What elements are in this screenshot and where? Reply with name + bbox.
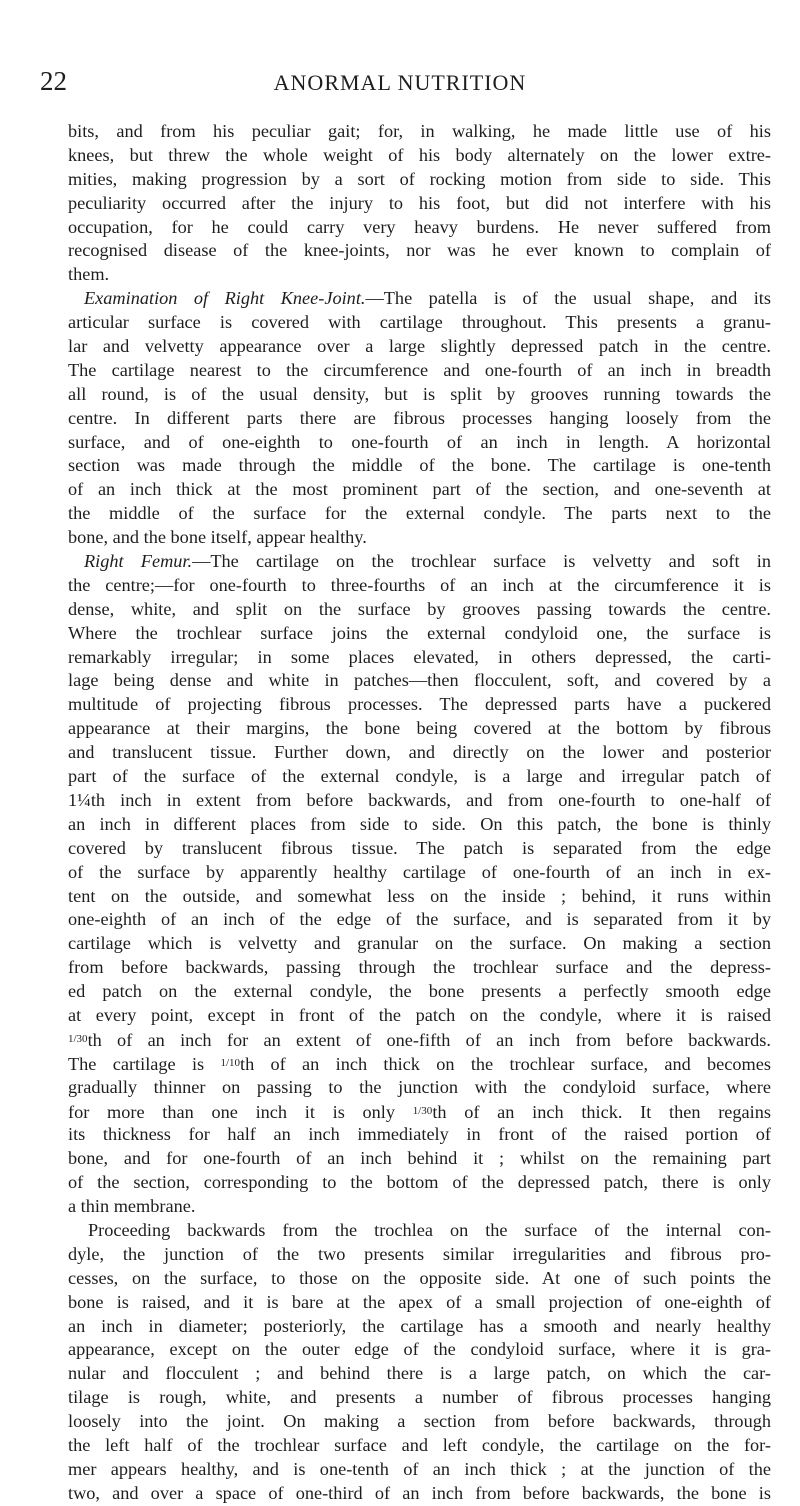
fraction: 1/30	[68, 1032, 88, 1045]
text-line: section was made through the middle of the bone. The cartilage is one-tenth	[68, 455, 771, 476]
text-run: for more than one inch it is only	[68, 1101, 396, 1122]
text-line: 1¼th inch in extent from before backwards, and from one-fourth to one-half of	[68, 789, 771, 810]
text-line: bone, and for one-fourth of an inch behind it ; whilst on the remaining part	[68, 1148, 771, 1169]
text-line: all round, is of the usual density, but is split by grooves running towards the	[68, 383, 771, 404]
text-line: articular surface is covered with cartilage throughout. This presents a granu-	[68, 312, 771, 333]
page-header	[0, 66, 800, 96]
text-line: mer appears healthy, and is one-tenth of an inch thick ; at the junction of the	[68, 1458, 771, 1479]
text-line: ed patch on the external condyle, the bone presents a perfectly smooth edge	[68, 981, 771, 1002]
section-heading: Right Femur.	[84, 551, 193, 572]
text-line	[68, 287, 771, 311]
text-run: th of an inch thick on the trochlear surface, and becomes	[240, 1053, 772, 1074]
text-run: —The patella is of the usual shape, and its	[365, 288, 771, 309]
text-line: appearance at their margins, the bone being covered at the bottom by fibrous	[68, 718, 771, 739]
text-line: the left half of the trochlear surface and left condyle, the cartilage on the for-	[68, 1434, 771, 1455]
text-line: of an inch thick at the most prominent part of the section, and one-seventh at	[68, 479, 771, 500]
text-line	[68, 550, 771, 574]
text-line: bits, and from his peculiar gait; for, in walking, he made little use of his	[68, 121, 771, 141]
text-line: occupation, for he could carry very heavy burdens. He never suffered from	[68, 216, 771, 237]
text-line: multitude of projecting fibrous processes. The depressed parts have a puckered	[68, 694, 771, 715]
text-line: gradually thinner on passing to the junction with the condyloid surface, where	[68, 1076, 771, 1097]
text-line: lage being dense and white in patches—then flocculent, soft, and covered by a	[68, 670, 771, 691]
text-line: peculiarity occurred after the injury to his foot, but did not interfere with his	[68, 192, 771, 213]
text-line: cartilage which is velvetty and granular on the surface. On making a section	[68, 933, 771, 954]
text-line: Where the trochlear surface joins the external condyloid one, the surface is	[68, 622, 771, 643]
text-line	[68, 1100, 771, 1124]
page-number: 22	[40, 66, 67, 96]
text-line: an inch in diameter; posteriorly, the cartilage has a smooth and nearly healthy	[68, 1315, 771, 1336]
text-run: —The cartilage on the trochlear surface is velvetty and soft in	[192, 551, 771, 572]
text-run: th of an inch for an extent of one-fifth of an inch from before backwards.	[87, 1029, 771, 1050]
text-line: lar and velvetty appearance over a large slightly depressed patch in the centre.	[68, 336, 771, 357]
text-line: mities, making progression by a sort of rocking motion from side to side. This	[68, 168, 771, 189]
text-line: tent on the outside, and somewhat less on the inside ; behind, it runs within	[68, 885, 771, 906]
text-line: part of the surface of the external condyle, is a large and irregular patch of	[68, 766, 771, 787]
text-line: appearance, except on the outer edge of the condyloid surface, where it is gra-	[68, 1339, 771, 1360]
text-line: of the surface by apparently healthy cartilage of one-fourth of an inch in ex-	[68, 861, 771, 882]
text-line: dyle, the junction of the two presents similar irregularities and fibrous pro-	[68, 1243, 771, 1264]
text-line: The cartilage nearest to the circumference and one-fourth of an inch in breadth	[68, 359, 771, 380]
text-line: Proceeding backwards from the trochlea on the surface of the internal con-	[88, 1219, 771, 1240]
text-line: one-eighth of an inch of the edge of the surface, and is separated from it by	[68, 909, 771, 930]
fraction: 1/10	[220, 1056, 241, 1069]
text-line: recognised disease of the knee-joints, nor was he ever known to complain of	[68, 240, 771, 261]
text-line: at every point, except in front of the patch on the condyle, where it is raised	[68, 1004, 771, 1025]
body-text	[68, 120, 771, 1506]
text-line: the middle of the surface for the external condyle. The parts next to the	[68, 503, 771, 524]
text-line: bone, and the bone itself, appear healthy.	[68, 527, 367, 548]
text-line: nular and flocculent ; and behind there is a large patch, on which the car-	[68, 1363, 771, 1384]
text-line: cesses, on the surface, to those on the opposite side. At one of such points the	[68, 1267, 771, 1288]
text-line: two, and over a space of one-third of an inch from before backwards, the bone is	[68, 1482, 771, 1503]
text-line: remarkably irregular; in some places elevated, in others depressed, the carti-	[68, 646, 771, 667]
text-line: from before backwards, passing through the trochlear surface and the depress-	[68, 957, 771, 978]
text-line: knees, but threw the whole weight of his body alternately on the lower extre-	[68, 144, 771, 165]
text-line: covered by translucent fibrous tissue. The patch is separated from the edge	[68, 837, 771, 858]
text-line: bone is raised, and it is bare at the apex of a small projection of one-eighth of	[68, 1291, 771, 1312]
text-line	[68, 1052, 771, 1076]
text-line: its thickness for half an inch immediately in front of the raised portion of	[68, 1124, 771, 1145]
text-line	[68, 1028, 771, 1052]
section-heading: Examination of Right Knee-Joint.	[84, 288, 366, 309]
text-line: and translucent tissue. Further down, and directly on the lower and posterior	[68, 742, 771, 763]
text-line: of the section, corresponding to the bottom of the depressed patch, there is only	[68, 1172, 771, 1193]
text-run: The cartilage is	[68, 1053, 205, 1074]
text-line: dense, white, and split on the surface by grooves passing towards the centre.	[68, 598, 771, 619]
text-line: an inch in different places from side to side. On this patch, the bone is thinly	[68, 813, 771, 834]
text-line: them.	[68, 264, 110, 285]
text-run: th of an inch thick. It then regains	[432, 1101, 771, 1122]
fraction: 1/30	[412, 1104, 433, 1117]
text-line: surface, and of one-eighth to one-fourth of an inch in length. A horizontal	[68, 431, 771, 452]
text-line: tilage is rough, white, and presents a number of fibrous processes hanging	[68, 1387, 771, 1408]
text-line: centre. In different parts there are fibrous processes hanging loosely from the	[68, 407, 771, 428]
text-line: a thin membrane.	[68, 1196, 196, 1217]
text-line: the centre;—for one-fourth to three-fourths of an inch at the circumference it is	[68, 574, 771, 595]
running-title: ANORMAL NUTRITION	[273, 70, 527, 95]
text-line: loosely into the joint. On making a section from before backwards, through	[68, 1411, 771, 1432]
